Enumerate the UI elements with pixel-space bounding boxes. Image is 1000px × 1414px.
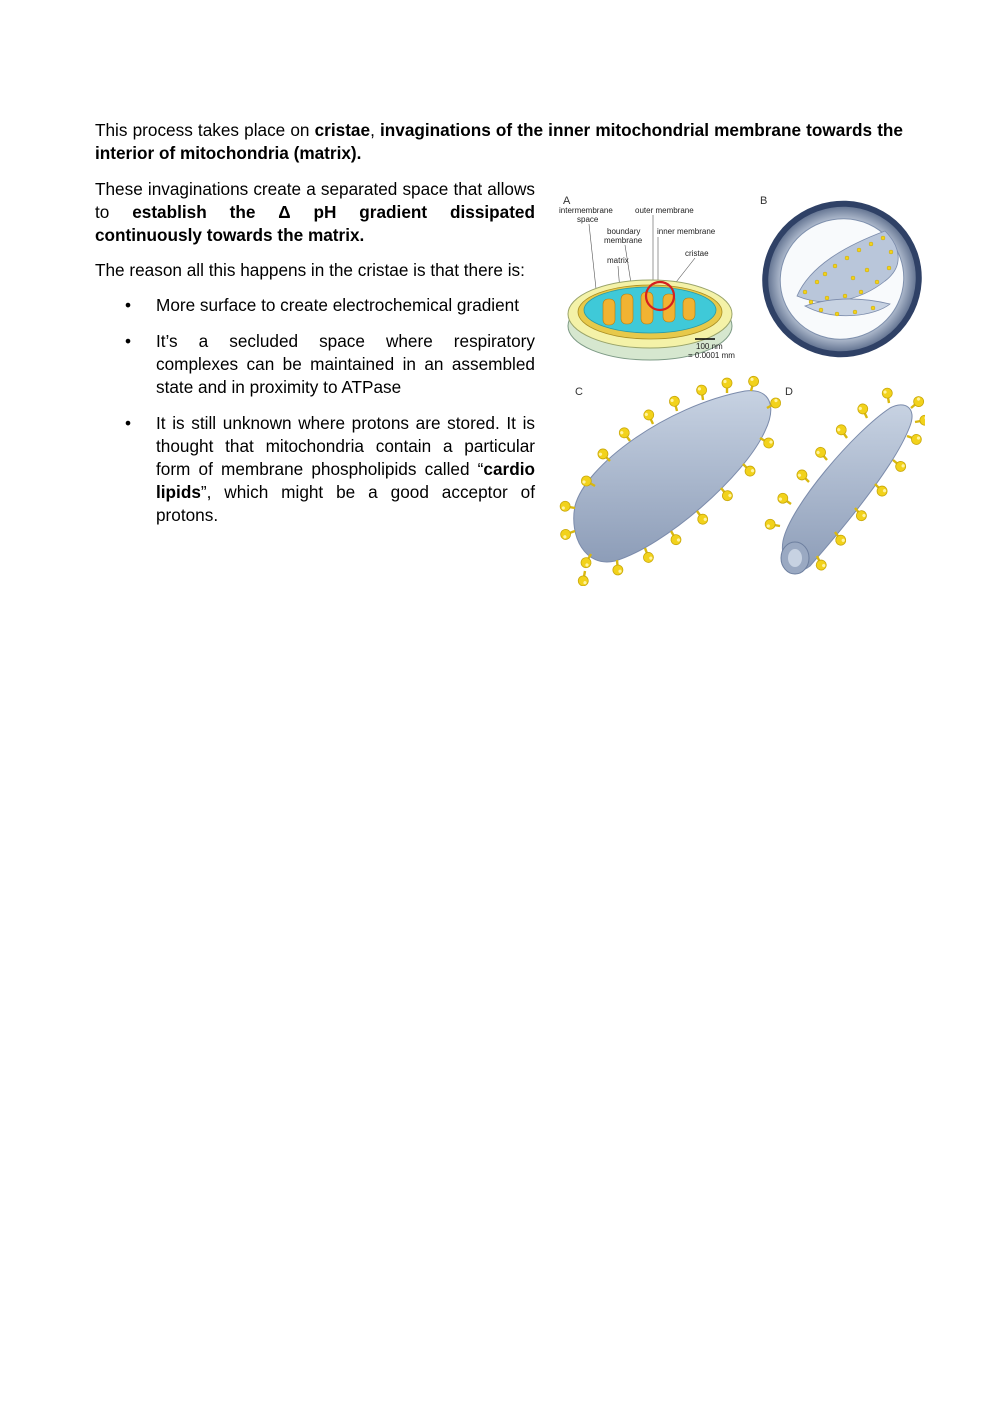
list-item-text: It’s a secluded space where respiratory complexes can be maintained in an assembled state and in proximity to ATPase (156, 331, 535, 397)
mitochondria-figure (555, 186, 925, 586)
intro-definition: invaginations of the inner mitochondrial membrane towards the interior of mitochondria (matrix). (95, 120, 903, 163)
invaginations-paragraph (95, 178, 535, 247)
left-column (95, 178, 535, 540)
panel-a-diagram (559, 195, 735, 360)
label-space: space (577, 215, 599, 224)
panel-b-label: B (760, 195, 768, 207)
label-intermembrane: intermembrane (559, 206, 613, 215)
scale-bar-conversion: = 0.0001 mm (688, 351, 735, 360)
label-matrix: matrix (607, 256, 629, 265)
scale-bar-label: 100 nm (696, 342, 723, 351)
panel-b-tomogram (740, 186, 925, 380)
panel-a-label: A (563, 195, 571, 207)
figure-svg (555, 186, 925, 586)
bullet-marker: • (125, 331, 132, 351)
label-boundary-membrane: membrane (604, 236, 643, 245)
label-inner-membrane: inner membrane (657, 227, 716, 236)
panel-c-crista-model (559, 375, 782, 586)
para1-bold: establish the Δ pH gradient dissipated continuously towards the matrix. (95, 202, 535, 245)
panel-c-label: C (575, 386, 583, 398)
term-cardio-lipids: cardio lipids (156, 459, 535, 502)
list-item-text: ”, which might be a good acceptor of protons. (156, 482, 535, 525)
list-item-text: It is still unknown where protons are stored. It is thought that mitochondria contain a particular form of membrane phospholipids called “ (156, 413, 535, 479)
label-boundary: boundary (607, 227, 641, 236)
reason-paragraph: The reason all this happens in the cristae is that there is: (95, 260, 525, 280)
bullet-marker: • (125, 413, 132, 433)
list-item-text: More surface to create electrochemical gradient (156, 295, 520, 315)
intro-comma: , (370, 120, 380, 140)
label-outer-membrane: outer membrane (635, 206, 694, 215)
term-cristae: cristae (314, 120, 371, 140)
para1-text: These invaginations create a separated space that allows to (95, 179, 535, 222)
list-item (95, 294, 535, 317)
list-item (95, 330, 535, 399)
panel-d-crista-model (764, 386, 925, 574)
label-cristae: cristae (685, 249, 709, 258)
list-item (95, 412, 535, 527)
bullet-marker: • (125, 295, 132, 315)
intro-paragraph (95, 119, 903, 165)
intro-text: This process takes place on (95, 120, 315, 140)
panel-d-label: D (785, 386, 793, 398)
reasons-list (95, 294, 535, 527)
